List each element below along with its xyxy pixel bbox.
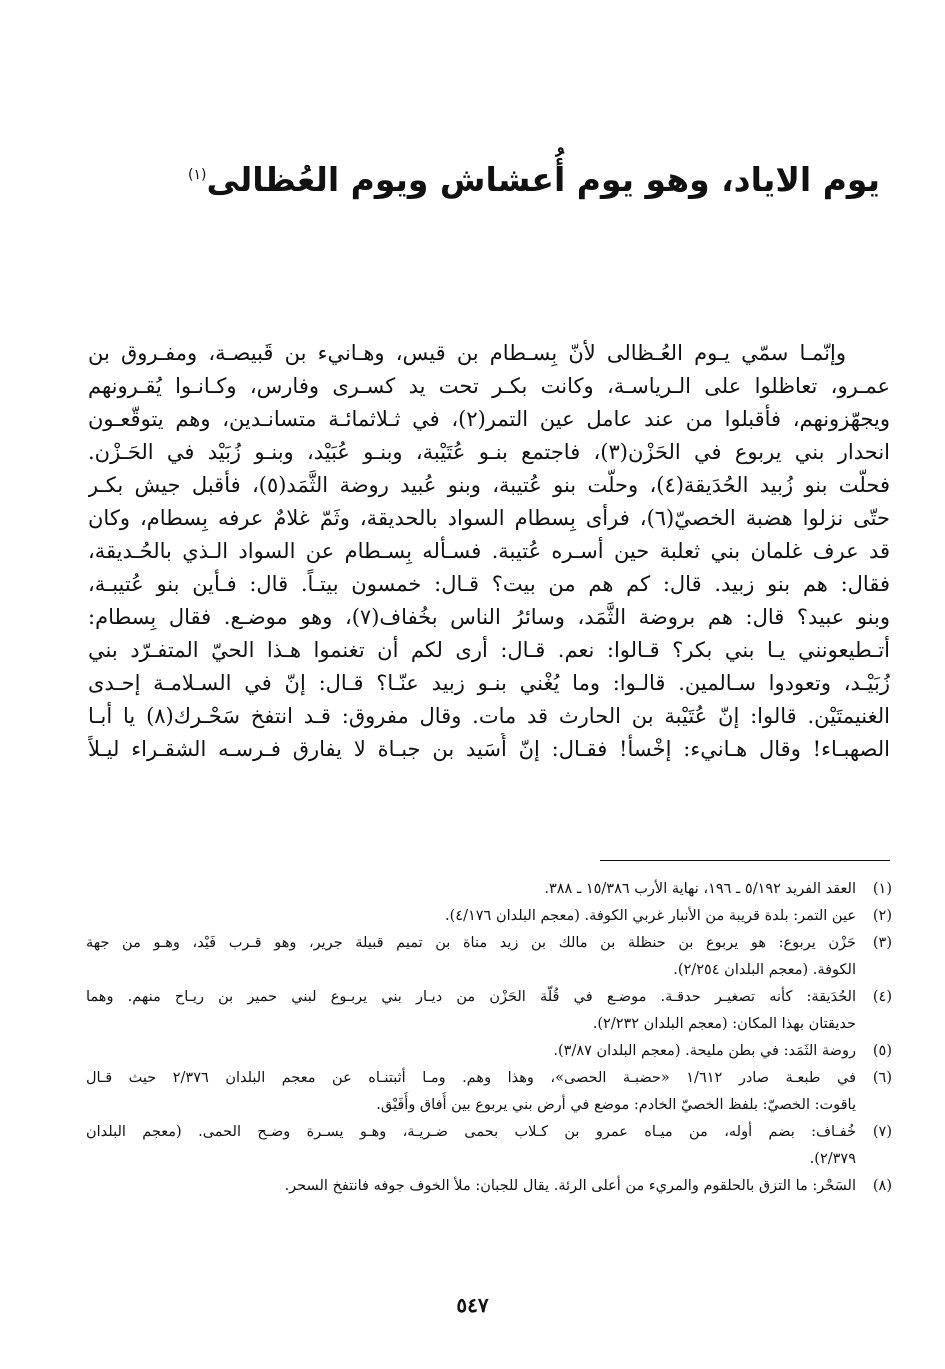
footnote-number: (٧) [872,1124,892,1140]
footnote-line: ٢/٣٧٩). [809,1151,856,1167]
body-line: حتّى نزلوا هضبة الخصيّ(٦)، فرأى بِسطام السواد بالحديقة، وثَمّ غلامٌ عرفه بِسطام، وكان [88,506,890,530]
body-line: الغنيمتَيْن. قالوا: إنّ عُتَيْبة بن الحارث قد مات. وقال مفروق: قـد انتفخ سَحْـرك(٨) يا أبـا [88,704,890,728]
footnote-line: حديقتان بهذا المكان: (معجم البلدان ٢/٢٣٢). [592,1016,856,1032]
footnote-line: الحُدَيقة: كأنه تصغيـر حدقـة. موضـع في قُلّة الحَزْن من ديـار بني يربـوع لبني حمير بن ريـاح منهم. وهما [86,989,856,1005]
chapter-title [80,160,880,199]
footnote-number: (٣) [872,935,892,951]
body-line: قد عرف غلمان بني ثعلبة حين أسـره عُتيبة. فسـأله بِسـطام عن السواد الـذي بالحُـديقة، [88,539,890,563]
footnote-line: عين التمر: بلدة قريبة من الأنبار غربي الكوفة. (معجم البلدان ٤/١٧٦). [445,908,856,924]
footnote [86,903,892,930]
footnote-line: السَحْر: ما التزق بالحلقوم والمريء من أعلى الرئة. يقال للجبان: ملأ الخوف جوفه فانتفخ السحر. [284,1178,856,1194]
body-line: الصهبـاء! وقال هـانيء: إخْسأ! فقـال: إنّ أُسَيد بن جبـاة لا يفارق فـرسـه الشقـراء ليـلاً [88,737,890,761]
footnote-line: حَزْن يربوع: هو يربوع بن حنظلة بن مالك بن زيد مناة بن تميم قبيلة جرير، وهو قـرب فَيْد، وهـو من جهة [86,935,856,951]
footnote [86,1038,892,1065]
footnote [86,1173,892,1200]
body-line: وإنّمـا سمّي يـوم العُـظالى لأنّ بِسـطام بن قيس، وهـانيء بن قَبيصـة، ومفـروق بن [88,341,846,365]
footnote-line: خُفـاف: بضم أوله، من ميـاه عمرو بن كـلاب بحمى ضـريـة، وهـو يسـرة وضـح الحمى. (معجم البلدان [86,1124,856,1140]
footnote-number: (٦) [872,1070,892,1086]
footnote-line: ياقوت: الخصيّ: بلفظ الخصيّ الخادم: موضع في أرض بني يربوع بين أُفاق وأُفَيْق. [376,1097,856,1113]
body-line: فقال: هم بنو زبيد. قال: كم هم من بيت؟ قـال: خمسون بيتـاً. قال: فـأين بنو عُتيبـة، [88,572,890,596]
footnotes [86,876,892,1200]
footnote-line: روضة الثَمَد: في بطن مليحة. (معجم البلدان ٣/٨٧). [553,1043,856,1059]
body-line: ويجهّزونهم، فأقبلوا من عند عامل عين التمر(٢)، في ثـلاثمائـة متسانـدين، وهم يتوقّعـون [88,407,890,431]
footnote-divider [600,860,890,861]
footnote [86,984,892,1038]
footnote-number: (٤) [872,989,892,1005]
body-line: فحلّت بنو زُبيد الحُدَيقة(٤)، وحلّت بنو عُتيبة، وبنو عُبيد روضة الثَّمَد(٥)، فأقبل جيش بكـر [88,473,890,497]
footnote-number: (٨) [872,1178,892,1194]
footnote-number: (٢) [872,908,892,924]
footnote-number: (١) [872,881,892,897]
body-line: زُبَيْـد، وتعودوا سـالمين. قالـوا: وما يُغْني بنـو زبيد عنّـا؟ قـال: إنّ في السـلامـة إحـدى [88,671,890,695]
footnote [86,930,892,984]
footnote-number: (٥) [872,1043,892,1059]
body-line: انحدار بني يربوع في الحَزْن(٣)، فاجتمع بنـو عُتَيْبة، وبنـو عُبَيْد، وبنـو زُبَيْد في الحَـزْن. [88,440,890,464]
footnote [86,1119,892,1173]
body-line: أتـطيعونني يـا بني بكر؟ قـالوا: نعم. قـال: أرى لكم أن تغنموا هـذا الحيّ المتفـرّد بني [88,638,890,662]
footnote-line: في طبعـة صادر ١/٦١٢ «حضبـة الحصى»، وهذا وهم. ومـا أثبتنـاه عن معجم البلدان ٢/٣٧٦ حيث قـال [86,1070,856,1086]
body-line: عمـرو، تعاظلوا على الـرياسـة، وكانت بكـر تحت يد كسـرى وفارس، وكـانـوا يُقـرونهم [88,374,890,398]
title-footnote-ref: (١) [188,167,207,183]
page-number: ٥٤٧ [456,1293,489,1317]
footnote-line: الكوفة. (معجم البلدان ٢/٢٥٤). [673,962,856,978]
body-text [88,337,890,766]
footnote [86,876,892,903]
body-line: وبنو عبيد؟ قال: هم بروضة الثَّمَد، وسائرُ الناس بخُفاف(٧)، وهو موضـع. فقال بِسطام: [88,605,890,629]
footnote-line: العقد الفريد ٥/١٩٢ ـ ١٩٦، نهاية الأرب ١٥/٣٨٦ ـ ٣٨٨. [544,881,856,897]
chapter-title-text: يوم الاياد، وهو يوم أُعشاش ويوم العُظالى [206,160,880,199]
footnote [86,1065,892,1119]
